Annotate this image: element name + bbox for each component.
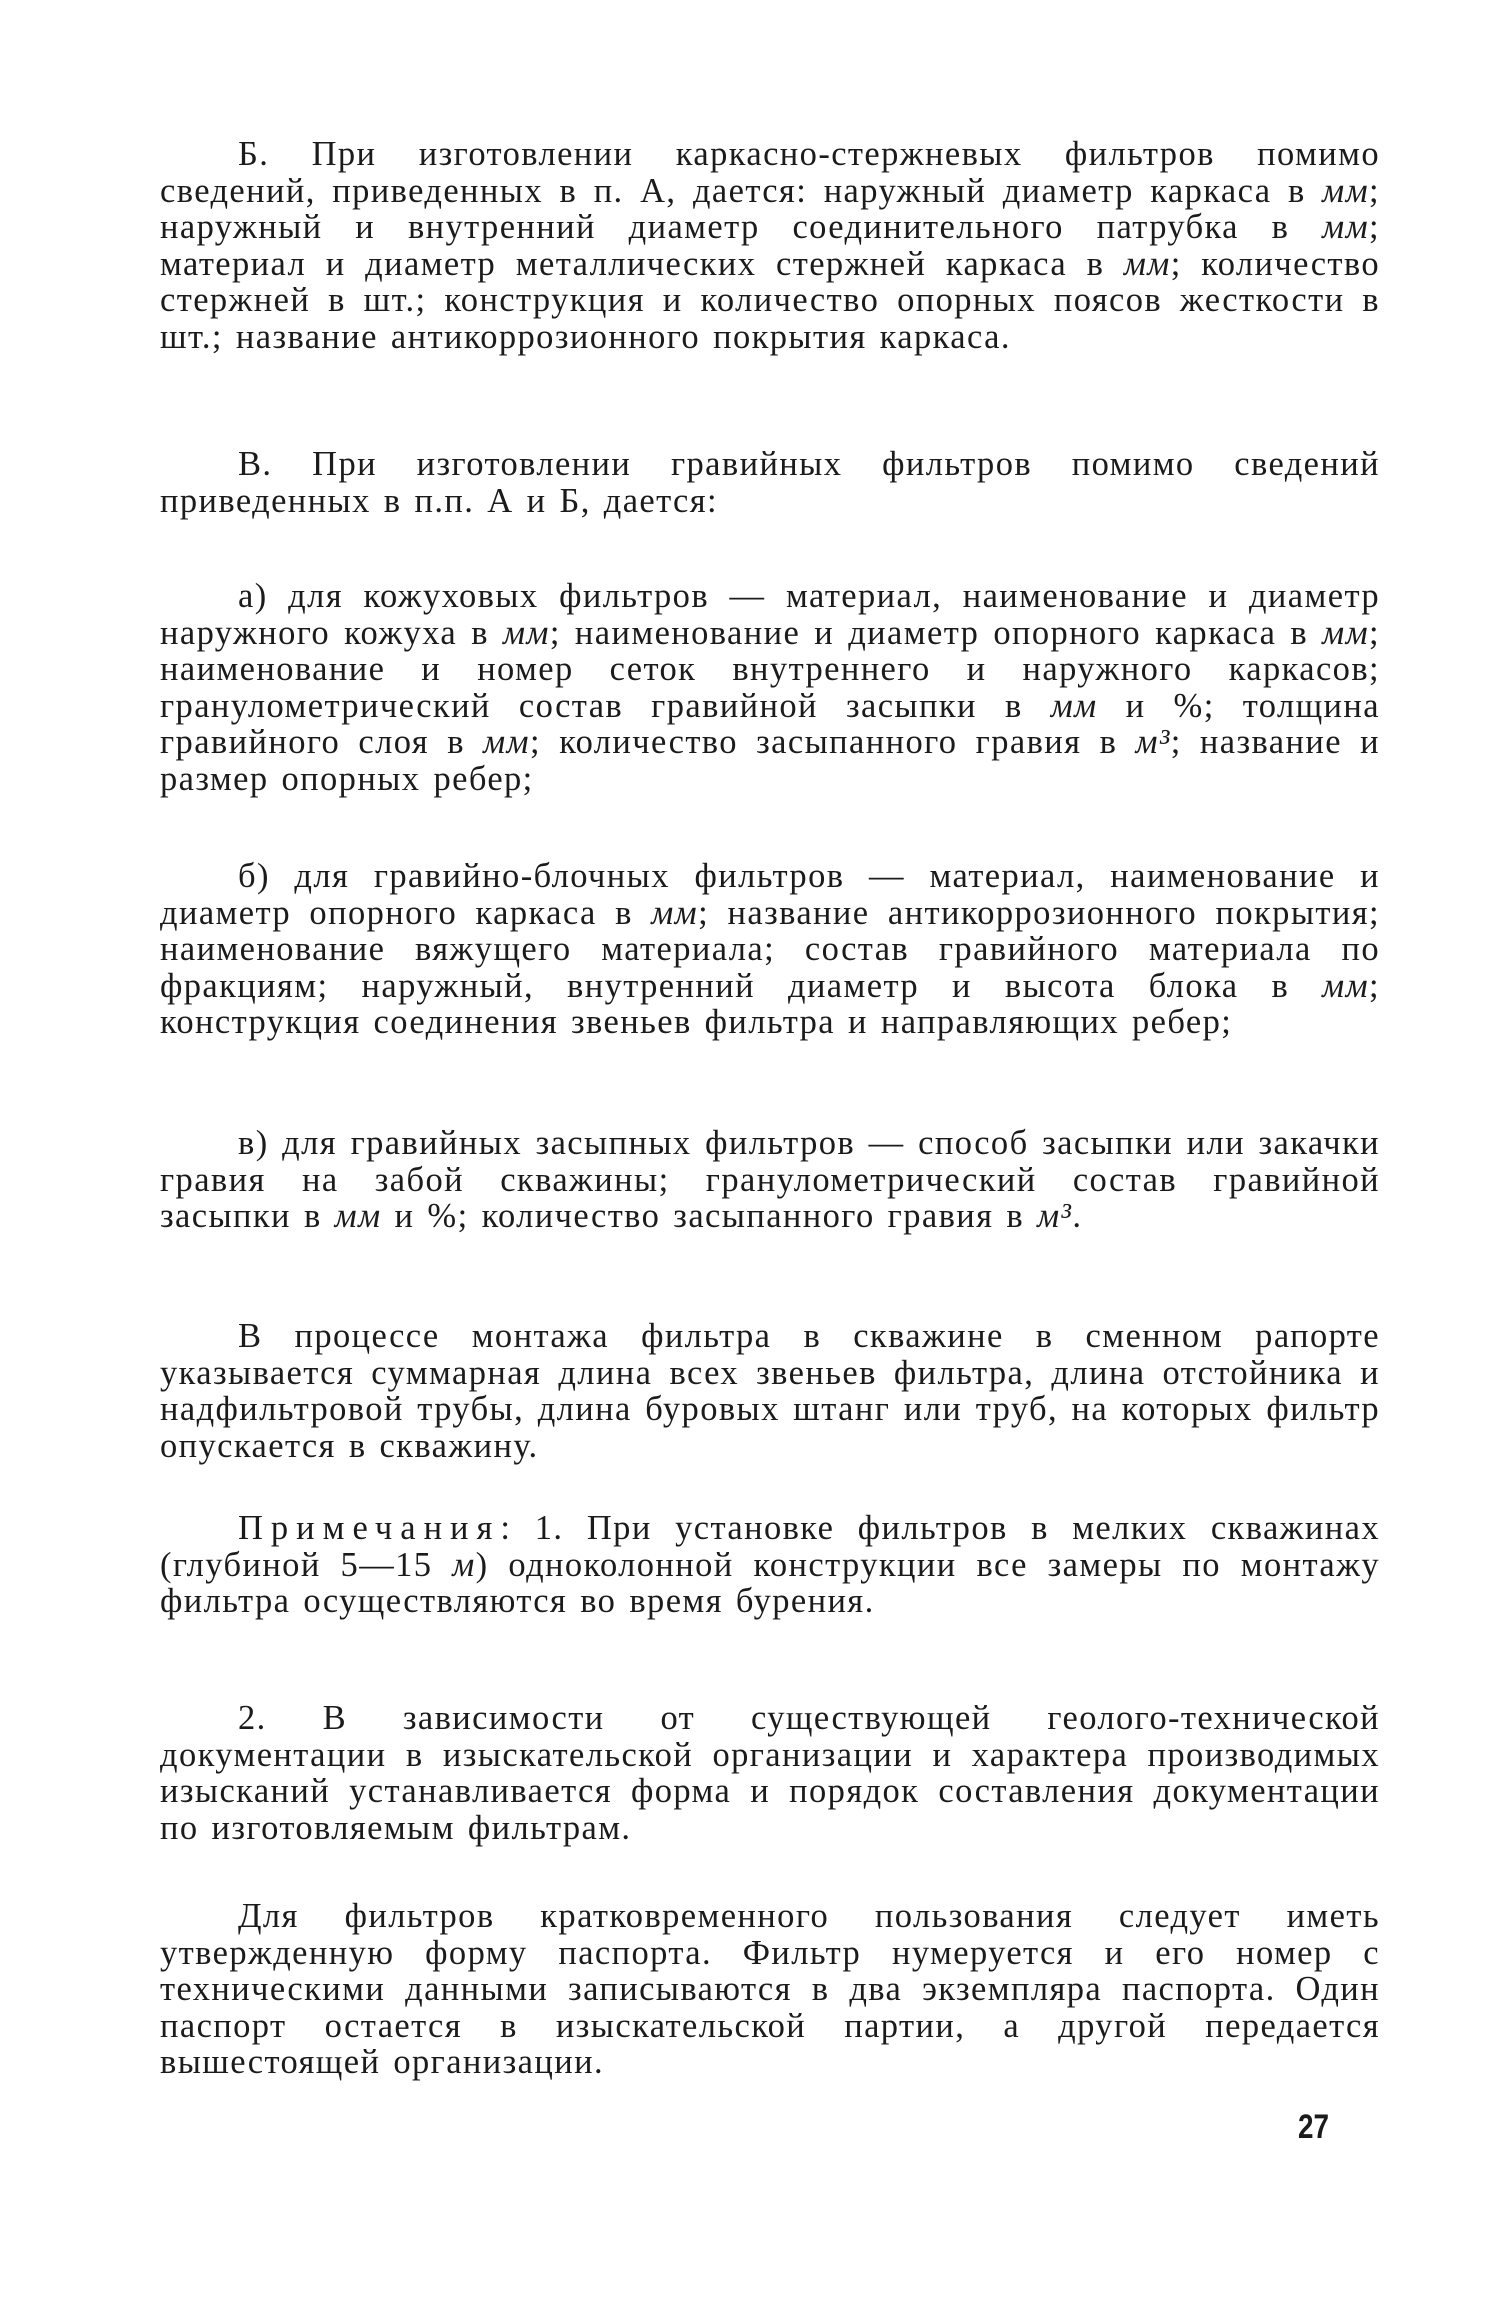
paragraph-v-gravel-fill-filters xyxy=(160,1125,1380,1235)
paragraph-v-gravel-filters-intro xyxy=(160,446,1380,519)
paragraph-installation-report xyxy=(160,1318,1380,1464)
text-run: В. При изготовлении гравийных фильтров помимо сведений приведенных в п.п. А и Б, дается: xyxy=(160,445,1380,520)
text-run: ; количество стержней в шт.; конструкция и количество опорных поясов жесткости в шт.; название антикоррозионного покрытия каркаса. xyxy=(160,244,1380,356)
text-run: а) для кожуховых фильтров — материал, наименование и диаметр наружного кожуха в xyxy=(160,577,1380,652)
unit-mm: мм xyxy=(1322,208,1369,246)
unit-m3: м³ xyxy=(1135,723,1171,761)
text-run: ; наружный и внутренний диаметр соединительного патрубка в xyxy=(160,171,1380,246)
text-run: ; название и размер опорных ребер; xyxy=(160,723,1381,798)
paragraph-note-1 xyxy=(160,1510,1380,1620)
text-run: и %; толщина гравийного слоя в xyxy=(160,686,1380,761)
unit-mm: мм xyxy=(1322,966,1369,1005)
unit-mm: мм xyxy=(1322,613,1369,652)
page-number: 27 xyxy=(1298,2108,1330,2146)
paragraph-short-term-filters-passport xyxy=(160,1898,1380,2081)
notes-heading: Примечания xyxy=(238,1509,501,1547)
text-run: : 1. При установке фильтров в мелких скважинах (глубиной 5—15 xyxy=(160,1509,1380,1584)
text-run: ; конструкция соединения звеньев фильтра и направляющих ребер; xyxy=(160,966,1380,1041)
unit-mm: мм xyxy=(503,613,550,652)
unit-mm: мм xyxy=(1322,171,1369,210)
text-run: ; количество засыпанного гравия в xyxy=(529,723,1136,761)
paragraph-a-casing-filters xyxy=(160,578,1380,797)
text-run: . xyxy=(1072,1197,1083,1235)
text-run: ; наименование и номер сеток внутреннего и наружного каркасов; гранулометрический состав гравийной засыпки в xyxy=(160,613,1380,725)
unit-m: м xyxy=(452,1545,476,1584)
text-run: б) для гравийно-блочных фильтров — материал, наименование и диаметр опорного каркаса в xyxy=(160,857,1380,932)
unit-mm: мм xyxy=(651,893,699,932)
text-run: ; наименование и диаметр опорного каркаса в xyxy=(549,613,1323,652)
text-run: Для фильтров кратковременного пользования следует иметь утвержденную форму паспорта. Фильтр нумеруется и его номер с техническими данными записываются в два экземпляра паспорта. Один паспорт остается в изыскательской партии, а другой передается вышестоящей организации. xyxy=(160,1897,1380,2081)
text-run: ; материал и диаметр металлических стержней каркаса в xyxy=(160,208,1380,283)
unit-mm: мм xyxy=(1050,686,1098,725)
text-run: в) для гравийных засыпных фильтров — способ засыпки или закачки гравия на забой скважины; гранулометрический состав гравийной засыпки в xyxy=(160,1124,1380,1235)
unit-m3: м³ xyxy=(1037,1197,1073,1235)
text-run: В процессе монтажа фильтра в скважине в сменном рапорте указывается суммарная длина всех звеньев фильтра, длина отстойника и надфильтровой трубы, длина буровых штанг или труб, на которых фильтр опускается в скважину. xyxy=(160,1317,1380,1465)
text-run: Б. При изготовлении каркасно-стержневых фильтров помимо сведений, приведенных в п. А, дается: наружный диаметр каркаса в xyxy=(160,135,1380,210)
paragraph-b-gravel-block-filters xyxy=(160,858,1380,1041)
unit-mm: мм xyxy=(483,723,530,761)
unit-mm: мм xyxy=(334,1197,382,1235)
text-run: ; название антикоррозионного покрытия; наименование вяжущего материала; состав гравийного материала по фракциям; наружный, внутренний диаметр и высота блока в xyxy=(160,893,1380,1005)
paragraph-note-2 xyxy=(160,1700,1380,1846)
unit-mm: мм xyxy=(1123,244,1171,283)
paragraph-b-frame-rod-filters xyxy=(160,136,1380,355)
text-run: 2. В зависимости от существующей геолого-технической документации в изыскательской организации и характера производимых изысканий устанавливается форма и порядок составления документации по изготовляемым фильтрам. xyxy=(160,1699,1380,1847)
text-run: и %; количество засыпанного гравия в xyxy=(381,1197,1038,1235)
text-run: ) одноколонной конструкции все замеры по монтажу фильтра осуществляются во время бурения. xyxy=(160,1545,1381,1620)
